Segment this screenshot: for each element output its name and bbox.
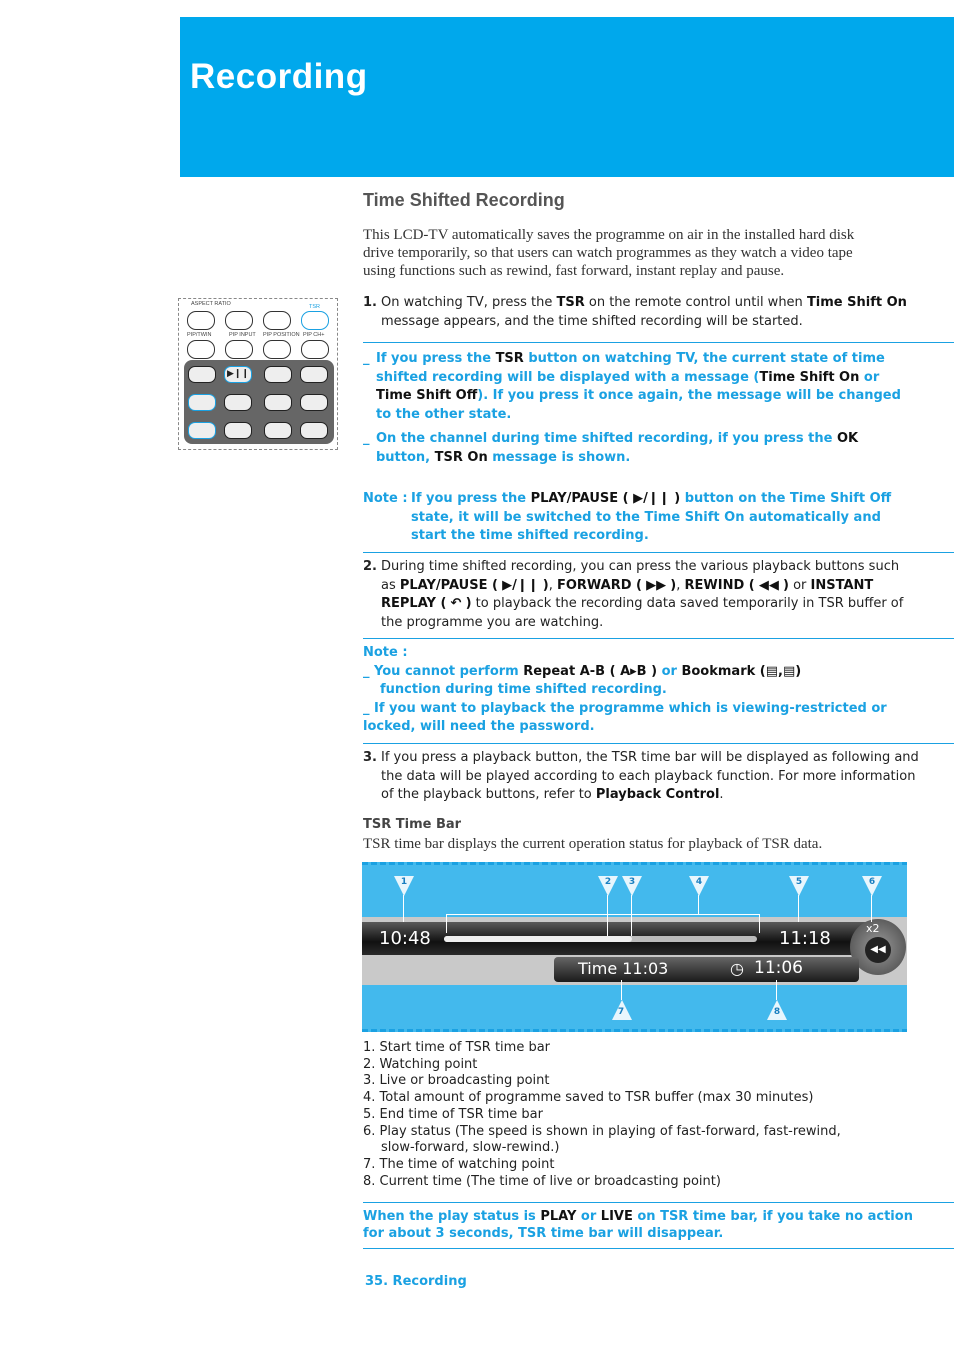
- step-2: 2. During time shifted recording, you can press the various playback buttons such as PLAY/PAUSE ( ▶/❙❙ ), FORWARD ( ▶▶ ), REWIND ( ◀◀ ) or INSTANT REPLAY ( ↶ ) to playback the recording data saved temporarily in TSR buffer of the programme you are watching.: [363, 559, 904, 630]
- play-pause-icon: ▶/❙❙: [633, 491, 670, 506]
- rewind-icon: ◀◀: [865, 937, 891, 963]
- tsr-description: TSR time bar displays the current operation status for playback of TSR data.: [363, 836, 823, 852]
- watch-time: Time 11:03: [578, 959, 669, 978]
- current-time: 11:06: [754, 958, 803, 978]
- remote-label-tsr: TSR: [309, 304, 320, 310]
- remote-button: [263, 311, 291, 330]
- repeat-ab-icon: A▸B: [620, 663, 647, 679]
- end-time: 11:18: [779, 928, 831, 949]
- bullet-ok: _ On the channel during time shifted recording, if you press the OK button, TSR On message is shown.: [363, 431, 859, 465]
- remote-button: [263, 340, 291, 359]
- list-item: 7. The time of watching point: [363, 1156, 555, 1172]
- clock-icon: ◷: [730, 959, 744, 978]
- list-item: 5. End time of TSR time bar: [363, 1106, 543, 1122]
- step-number: 1.: [363, 295, 377, 310]
- divider: [363, 638, 954, 639]
- bookmark-icon: ▤: [765, 663, 779, 679]
- remote-button: [300, 422, 328, 439]
- marker-label: 2: [604, 877, 612, 887]
- remote-button: [187, 340, 215, 359]
- tsr-bar: [362, 922, 872, 955]
- bookmark-icon: [300, 394, 328, 411]
- section-title: Time Shifted Recording: [363, 190, 565, 210]
- remote-button: [225, 311, 253, 330]
- remote-playback-panel: [184, 360, 334, 444]
- marker-label: 5: [795, 877, 803, 887]
- note-label: Note :: [363, 491, 408, 506]
- marker-label: 1: [400, 877, 408, 887]
- legend-list: [363, 1040, 954, 1190]
- divider: [363, 1248, 954, 1249]
- remote-label-aspect: ASPECT RATIO: [191, 301, 231, 307]
- list-item: 3. Live or broadcasting point: [363, 1073, 550, 1089]
- remote-button: [188, 394, 216, 411]
- remote-label-pip-input: PIP INPUT: [229, 332, 256, 338]
- remote-button-tsr: [301, 311, 329, 330]
- start-time: 10:48: [379, 928, 431, 949]
- rewind-icon: ◀◀: [758, 577, 779, 593]
- remote-button: [224, 422, 252, 439]
- marker-line: [403, 895, 404, 922]
- list-item: 6. Play status (The speed is shown in playing of fast-forward, fast-rewind,: [363, 1123, 841, 1139]
- remote-button: [225, 340, 253, 359]
- bookmark-icon: ▤: [782, 663, 796, 679]
- divider: [363, 552, 954, 553]
- figure-border: [362, 862, 907, 865]
- bullet-tsr: _ If you press the TSR button on watching TV, the current state of time shifted recording will be displayed with a message (Time Shift On or Time Shift Off). If you press it once again, the message will be changed to the other state.: [363, 351, 901, 422]
- remote-button: [187, 311, 215, 330]
- progress-track: [444, 936, 757, 942]
- remote-label-pip-position: PIP POSITION: [263, 332, 300, 338]
- marker-line: [621, 980, 622, 1000]
- tsr-info-bar: [554, 957, 859, 982]
- forward-icon: ▶▶: [646, 577, 667, 593]
- page-footer: 35. Recording: [365, 1274, 467, 1289]
- divider: [363, 1202, 954, 1203]
- remote-button: [264, 366, 292, 383]
- divider: [363, 743, 954, 744]
- marker-line: [776, 980, 777, 1000]
- tsr-title: TSR Time Bar: [363, 817, 462, 832]
- marker-line: [871, 895, 872, 922]
- header-banner: [180, 17, 954, 177]
- remote-button: [301, 340, 329, 359]
- tsr-time-bar-figure: [362, 862, 907, 1032]
- buffer-bracket: [446, 914, 760, 933]
- marker-line: [698, 895, 699, 914]
- marker-label: 6: [868, 877, 876, 887]
- speed-label: x2: [866, 922, 880, 935]
- progress-fill: [444, 936, 632, 942]
- list-item: 2. Watching point: [363, 1056, 478, 1072]
- marker-line: [798, 895, 799, 922]
- play-pause-icon: ▶/❙❙: [502, 577, 539, 593]
- list-item: slow-forward, slow-rewind.): [381, 1140, 560, 1156]
- bookmark-icon: [264, 394, 292, 411]
- marker-label: 4: [695, 877, 703, 887]
- divider: [363, 342, 954, 343]
- marker-label: 7: [617, 1007, 625, 1017]
- intro-paragraph: This LCD-TV automatically saves the programme on air in the installed hard disk drive temporarily, so that users can watch programmes as they watch a video tape using functions such as rewind, fast forward, instant replay and pause.: [363, 227, 855, 279]
- step-1: [363, 294, 954, 331]
- remote-button: [300, 366, 328, 383]
- list-item: 1. Start time of TSR time bar: [363, 1040, 551, 1055]
- list-item: 4. Total amount of programme saved to TSR buffer (max 30 minutes): [363, 1090, 814, 1106]
- remote-button: [224, 394, 252, 411]
- remote-button: [264, 422, 292, 439]
- marker-line: [631, 895, 632, 936]
- remote-label-pip-twin: PIP/TWIN: [187, 332, 212, 338]
- instant-replay-icon: ↶: [450, 596, 462, 611]
- marker-label: 3: [628, 877, 636, 887]
- remote-label-pip-ch-plus: PIP CH+: [303, 332, 325, 338]
- remote-button: [188, 422, 216, 439]
- remote-control-illustration: [178, 298, 338, 450]
- note-1: Note : If you press the PLAY/PAUSE ( ▶/❙❙ ) button on the Time Shift Off state, it will be switched to the Time Shift On automatically and start the time shifted recording.: [363, 491, 892, 543]
- list-item: 8. Current time (The time of live or broadcasting point): [363, 1173, 721, 1189]
- step-text: On watching TV, press the TSR on the remote control until when Time Shift On message appears, and the time shifted recording will be started.: [381, 295, 907, 329]
- marker-line: [607, 895, 608, 936]
- marker-label: 8: [773, 1007, 781, 1017]
- note-2: Note : _ You cannot perform Repeat A-B ( A▸B ) or Bookmark (▤,▤) function during time shifted recording. _ If you want to playback the programme which is viewing-restricted or locked, will need the password.: [363, 645, 887, 734]
- remote-button: [188, 366, 216, 383]
- play-pause-icon: ▶❙❙: [224, 366, 252, 383]
- figure-border: [362, 1029, 907, 1032]
- page-title: Recording: [190, 57, 368, 96]
- final-note: When the play status is PLAY or LIVE on TSR time bar, if you take no action for about 3 seconds, TSR time bar will disappear.: [363, 1209, 913, 1241]
- step-3: 3. If you press a playback button, the TSR time bar will be displayed as following and the data will be played according to each playback function. For more information of the playback buttons, refer to Playback Control.: [363, 750, 919, 802]
